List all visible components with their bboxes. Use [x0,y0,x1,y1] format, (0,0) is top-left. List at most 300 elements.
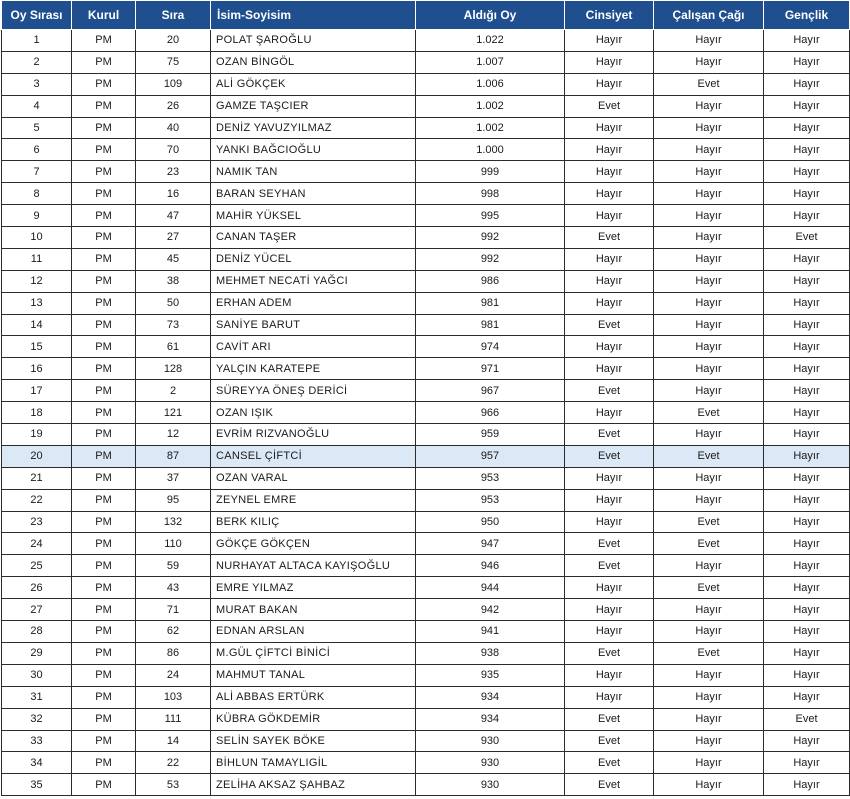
cell-name: CAVİT ARI [211,336,416,358]
cell-gender: Hayır [565,664,654,686]
header-gender: Cinsiyet [565,1,654,30]
table-row [2,664,850,686]
cell-vote-rank: 31 [2,686,72,708]
cell-votes: 947 [416,533,565,555]
table-row [2,51,850,73]
cell-working-age: Evet [654,642,764,664]
cell-working-age: Hayır [654,621,764,643]
cell-vote-rank: 23 [2,511,72,533]
cell-votes: 935 [416,664,565,686]
cell-board: PM [72,30,136,52]
cell-working-age: Hayır [654,227,764,249]
cell-board: PM [72,489,136,511]
cell-order: 47 [136,205,211,227]
cell-vote-rank: 19 [2,424,72,446]
cell-gender: Evet [565,314,654,336]
table-row [2,555,850,577]
cell-working-age: Hayır [654,270,764,292]
cell-board: PM [72,358,136,380]
cell-gender: Hayır [565,73,654,95]
cell-youth: Hayır [764,642,850,664]
cell-order: 40 [136,117,211,139]
cell-gender: Hayır [565,51,654,73]
cell-youth: Hayır [764,51,850,73]
cell-order: 22 [136,752,211,774]
cell-working-age: Hayır [654,424,764,446]
cell-name: EMRE YILMAZ [211,577,416,599]
cell-name: MAHİR YÜKSEL [211,205,416,227]
cell-order: 53 [136,774,211,796]
cell-board: PM [72,248,136,270]
cell-board: PM [72,183,136,205]
cell-board: PM [72,314,136,336]
cell-votes: 986 [416,270,565,292]
cell-youth: Hayır [764,599,850,621]
table-row [2,424,850,446]
cell-order: 111 [136,708,211,730]
cell-board: PM [72,664,136,686]
cell-gender: Hayır [565,292,654,314]
cell-gender: Evet [565,445,654,467]
cell-order: 87 [136,445,211,467]
cell-gender: Hayır [565,183,654,205]
cell-gender: Hayır [565,577,654,599]
cell-votes: 1.002 [416,117,565,139]
cell-youth: Hayır [764,489,850,511]
cell-youth: Hayır [764,621,850,643]
header-row [2,1,850,30]
table-row [2,117,850,139]
cell-vote-rank: 9 [2,205,72,227]
table-row [2,380,850,402]
cell-working-age: Evet [654,577,764,599]
cell-vote-rank: 6 [2,139,72,161]
cell-votes: 992 [416,248,565,270]
table-row [2,270,850,292]
table-row [2,205,850,227]
cell-board: PM [72,533,136,555]
cell-vote-rank: 11 [2,248,72,270]
cell-order: 62 [136,621,211,643]
cell-board: PM [72,577,136,599]
cell-youth: Hayır [764,380,850,402]
cell-working-age: Hayır [654,708,764,730]
cell-board: PM [72,599,136,621]
cell-board: PM [72,686,136,708]
cell-youth: Hayır [764,73,850,95]
cell-vote-rank: 30 [2,664,72,686]
cell-working-age: Hayır [654,314,764,336]
cell-order: 16 [136,183,211,205]
cell-order: 75 [136,51,211,73]
cell-votes: 981 [416,292,565,314]
cell-board: PM [72,752,136,774]
cell-name: M.GÜL ÇİFTCİ BİNİCİ [211,642,416,664]
cell-votes: 944 [416,577,565,599]
cell-board: PM [72,642,136,664]
cell-name: NAMIK TAN [211,161,416,183]
cell-votes: 957 [416,445,565,467]
cell-order: 14 [136,730,211,752]
cell-name: DENİZ YAVUZYILMAZ [211,117,416,139]
cell-vote-rank: 1 [2,30,72,52]
cell-order: 86 [136,642,211,664]
cell-gender: Evet [565,752,654,774]
cell-order: 103 [136,686,211,708]
cell-board: PM [72,117,136,139]
cell-gender: Hayır [565,336,654,358]
cell-order: 26 [136,95,211,117]
table-row [2,95,850,117]
cell-working-age: Hayır [654,752,764,774]
cell-vote-rank: 3 [2,73,72,95]
cell-gender: Hayır [565,467,654,489]
header-working-age: Çalışan Çağı [654,1,764,30]
cell-order: 20 [136,30,211,52]
cell-youth: Hayır [764,686,850,708]
header-vote-rank: Oy Sırası [2,1,72,30]
cell-order: 23 [136,161,211,183]
cell-order: 128 [136,358,211,380]
cell-votes: 971 [416,358,565,380]
cell-votes: 1.022 [416,30,565,52]
cell-working-age: Hayır [654,599,764,621]
cell-youth: Hayır [764,774,850,796]
table-row [2,402,850,424]
table-row [2,489,850,511]
cell-name: ZEYNEL EMRE [211,489,416,511]
cell-youth: Hayır [764,467,850,489]
cell-board: PM [72,336,136,358]
cell-gender: Hayır [565,358,654,380]
cell-gender: Hayır [565,489,654,511]
cell-order: 95 [136,489,211,511]
cell-votes: 930 [416,752,565,774]
table-row [2,183,850,205]
cell-name: MEHMET NECATİ YAĞCI [211,270,416,292]
cell-votes: 995 [416,205,565,227]
cell-vote-rank: 22 [2,489,72,511]
cell-order: 59 [136,555,211,577]
cell-board: PM [72,73,136,95]
cell-gender: Hayır [565,117,654,139]
cell-name: SELİN SAYEK BÖKE [211,730,416,752]
cell-youth: Evet [764,708,850,730]
cell-vote-rank: 21 [2,467,72,489]
cell-working-age: Hayır [654,358,764,380]
cell-board: PM [72,708,136,730]
cell-name: CANSEL ÇİFTCİ [211,445,416,467]
table-row [2,533,850,555]
cell-youth: Hayır [764,30,850,52]
table-row [2,730,850,752]
cell-gender: Hayır [565,248,654,270]
cell-board: PM [72,270,136,292]
cell-vote-rank: 29 [2,642,72,664]
cell-order: 71 [136,599,211,621]
cell-youth: Hayır [764,730,850,752]
cell-working-age: Hayır [654,161,764,183]
cell-votes: 934 [416,686,565,708]
cell-working-age: Hayır [654,117,764,139]
cell-board: PM [72,161,136,183]
cell-youth: Hayır [764,292,850,314]
header-name: İsim-Soyisim [211,1,416,30]
cell-name: SANİYE BARUT [211,314,416,336]
cell-vote-rank: 20 [2,445,72,467]
results-table [1,0,850,796]
cell-youth: Hayır [764,511,850,533]
cell-board: PM [72,467,136,489]
cell-order: 45 [136,248,211,270]
cell-votes: 953 [416,489,565,511]
header-youth: Gençlik [764,1,850,30]
table-row [2,139,850,161]
cell-gender: Hayır [565,511,654,533]
cell-gender: Evet [565,730,654,752]
cell-youth: Hayır [764,314,850,336]
cell-name: GAMZE TAŞCIER [211,95,416,117]
cell-name: CANAN TAŞER [211,227,416,249]
cell-order: 27 [136,227,211,249]
cell-working-age: Hayır [654,51,764,73]
cell-youth: Hayır [764,205,850,227]
cell-youth: Hayır [764,336,850,358]
cell-vote-rank: 13 [2,292,72,314]
cell-gender: Hayır [565,686,654,708]
cell-votes: 946 [416,555,565,577]
table-row [2,686,850,708]
cell-order: 109 [136,73,211,95]
cell-youth: Hayır [764,270,850,292]
cell-votes: 941 [416,621,565,643]
cell-vote-rank: 34 [2,752,72,774]
cell-gender: Hayır [565,139,654,161]
table-row [2,467,850,489]
table-row [2,774,850,796]
table-row [2,511,850,533]
cell-gender: Evet [565,774,654,796]
cell-order: 2 [136,380,211,402]
table-row [2,752,850,774]
cell-youth: Hayır [764,533,850,555]
cell-order: 132 [136,511,211,533]
cell-votes: 930 [416,730,565,752]
cell-name: OZAN IŞIK [211,402,416,424]
cell-order: 61 [136,336,211,358]
table-row [2,30,850,52]
cell-youth: Hayır [764,95,850,117]
cell-votes: 974 [416,336,565,358]
cell-order: 37 [136,467,211,489]
cell-vote-rank: 12 [2,270,72,292]
table-body [2,30,850,796]
cell-working-age: Hayır [654,205,764,227]
cell-youth: Hayır [764,183,850,205]
cell-working-age: Evet [654,73,764,95]
cell-vote-rank: 7 [2,161,72,183]
cell-gender: Hayır [565,621,654,643]
cell-board: PM [72,511,136,533]
cell-youth: Hayır [764,664,850,686]
cell-vote-rank: 27 [2,599,72,621]
cell-name: MAHMUT TANAL [211,664,416,686]
cell-order: 12 [136,424,211,446]
table-row [2,358,850,380]
table-row [2,227,850,249]
cell-board: PM [72,424,136,446]
table-row [2,248,850,270]
cell-board: PM [72,555,136,577]
cell-order: 43 [136,577,211,599]
cell-youth: Hayır [764,117,850,139]
cell-board: PM [72,730,136,752]
cell-votes: 1.002 [416,95,565,117]
cell-gender: Hayır [565,161,654,183]
cell-name: ALİ ABBAS ERTÜRK [211,686,416,708]
cell-gender: Evet [565,380,654,402]
cell-votes: 998 [416,183,565,205]
cell-working-age: Evet [654,445,764,467]
header-order: Sıra [136,1,211,30]
cell-name: YALÇIN KARATEPE [211,358,416,380]
cell-vote-rank: 15 [2,336,72,358]
cell-vote-rank: 14 [2,314,72,336]
cell-board: PM [72,227,136,249]
cell-votes: 934 [416,708,565,730]
cell-youth: Hayır [764,161,850,183]
cell-vote-rank: 25 [2,555,72,577]
cell-youth: Hayır [764,402,850,424]
cell-working-age: Evet [654,533,764,555]
table-row [2,599,850,621]
cell-board: PM [72,139,136,161]
cell-vote-rank: 32 [2,708,72,730]
cell-vote-rank: 4 [2,95,72,117]
cell-name: SÜREYYA ÖNEŞ DERİCİ [211,380,416,402]
cell-votes: 953 [416,467,565,489]
cell-name: KÜBRA GÖKDEMİR [211,708,416,730]
cell-vote-rank: 28 [2,621,72,643]
cell-youth: Hayır [764,139,850,161]
cell-order: 24 [136,664,211,686]
cell-name: YANKI BAĞCIOĞLU [211,139,416,161]
cell-name: BERK KILIÇ [211,511,416,533]
cell-board: PM [72,292,136,314]
table-row [2,73,850,95]
cell-name: NURHAYAT ALTACA KAYIŞOĞLU [211,555,416,577]
cell-working-age: Hayır [654,380,764,402]
table-row [2,161,850,183]
cell-working-age: Hayır [654,489,764,511]
cell-vote-rank: 26 [2,577,72,599]
cell-youth: Hayır [764,358,850,380]
cell-votes: 959 [416,424,565,446]
cell-vote-rank: 33 [2,730,72,752]
cell-votes: 1.007 [416,51,565,73]
cell-gender: Evet [565,533,654,555]
header-votes: Aldığı Oy [416,1,565,30]
cell-gender: Hayır [565,30,654,52]
cell-votes: 999 [416,161,565,183]
cell-vote-rank: 10 [2,227,72,249]
cell-order: 121 [136,402,211,424]
cell-working-age: Hayır [654,95,764,117]
cell-vote-rank: 2 [2,51,72,73]
cell-working-age: Hayır [654,664,764,686]
cell-board: PM [72,380,136,402]
cell-gender: Hayır [565,205,654,227]
cell-name: BARAN SEYHAN [211,183,416,205]
cell-name: EVRİM RIZVANOĞLU [211,424,416,446]
cell-vote-rank: 18 [2,402,72,424]
cell-gender: Evet [565,424,654,446]
cell-votes: 938 [416,642,565,664]
cell-order: 70 [136,139,211,161]
cell-votes: 992 [416,227,565,249]
cell-vote-rank: 17 [2,380,72,402]
cell-board: PM [72,621,136,643]
cell-gender: Hayır [565,270,654,292]
cell-votes: 950 [416,511,565,533]
cell-gender: Hayır [565,402,654,424]
cell-board: PM [72,95,136,117]
cell-name: GÖKÇE GÖKÇEN [211,533,416,555]
cell-working-age: Evet [654,511,764,533]
cell-youth: Hayır [764,577,850,599]
cell-name: ALİ GÖKÇEK [211,73,416,95]
cell-youth: Evet [764,227,850,249]
cell-order: 50 [136,292,211,314]
cell-votes: 966 [416,402,565,424]
cell-votes: 930 [416,774,565,796]
cell-vote-rank: 8 [2,183,72,205]
cell-working-age: Hayır [654,555,764,577]
cell-working-age: Hayır [654,336,764,358]
cell-gender: Evet [565,95,654,117]
cell-board: PM [72,402,136,424]
cell-working-age: Hayır [654,686,764,708]
cell-vote-rank: 5 [2,117,72,139]
cell-gender: Evet [565,555,654,577]
cell-votes: 981 [416,314,565,336]
cell-name: OZAN VARAL [211,467,416,489]
cell-youth: Hayır [764,248,850,270]
cell-votes: 967 [416,380,565,402]
cell-name: OZAN BİNGÖL [211,51,416,73]
cell-working-age: Hayır [654,139,764,161]
cell-vote-rank: 35 [2,774,72,796]
cell-board: PM [72,774,136,796]
cell-youth: Hayır [764,752,850,774]
cell-gender: Evet [565,708,654,730]
cell-name: BİHLUN TAMAYLIGİL [211,752,416,774]
cell-gender: Hayır [565,599,654,621]
cell-gender: Evet [565,227,654,249]
cell-working-age: Hayır [654,248,764,270]
cell-youth: Hayır [764,424,850,446]
cell-working-age: Hayır [654,30,764,52]
cell-board: PM [72,445,136,467]
cell-youth: Hayır [764,445,850,467]
cell-order: 73 [136,314,211,336]
cell-votes: 1.006 [416,73,565,95]
table-row [2,708,850,730]
table-row [2,314,850,336]
cell-name: EDNAN ARSLAN [211,621,416,643]
cell-working-age: Hayır [654,467,764,489]
cell-name: DENİZ YÜCEL [211,248,416,270]
